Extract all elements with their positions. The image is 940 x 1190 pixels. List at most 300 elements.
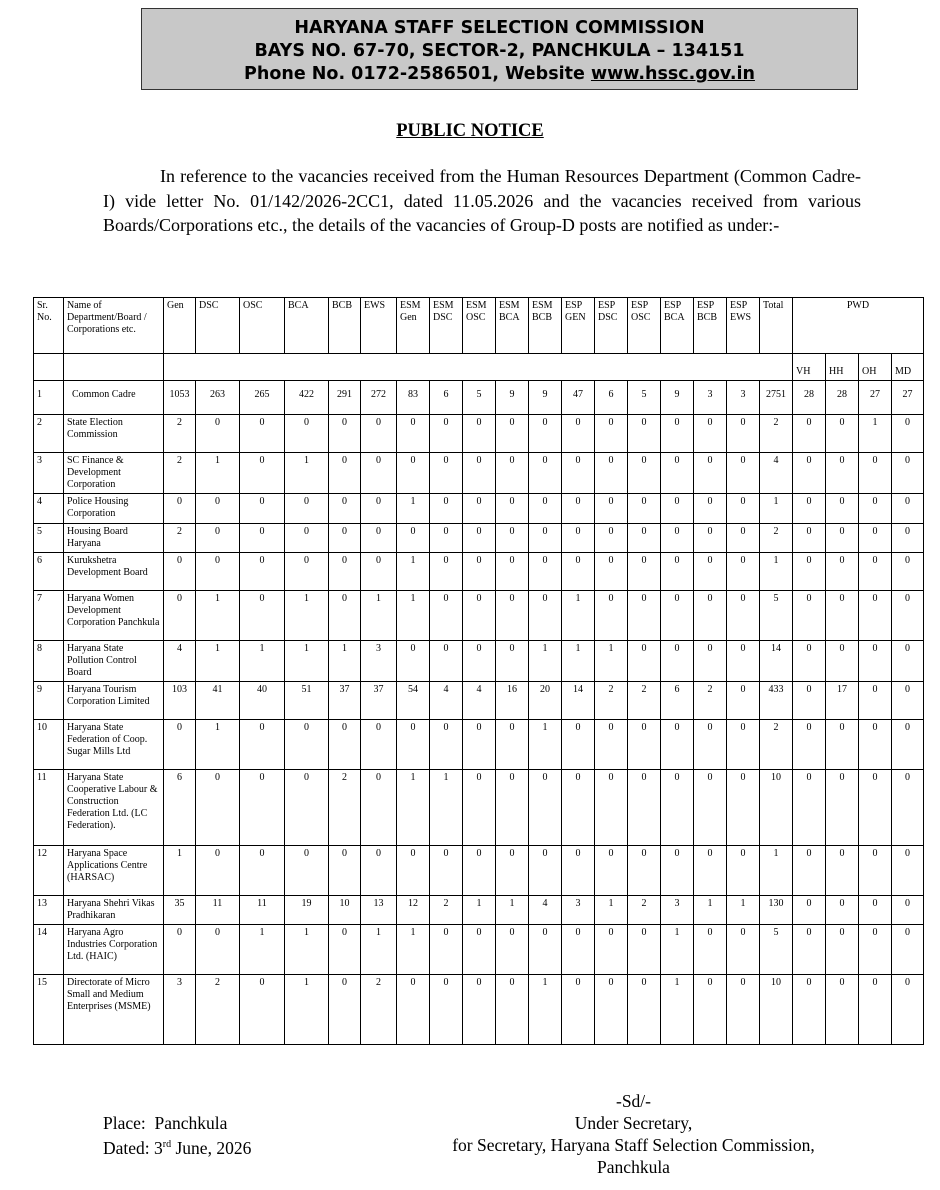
vacancy-value-cell: 4 [760, 453, 793, 494]
serial-number-cell: 6 [34, 553, 64, 591]
vacancy-value-cell: 0 [661, 494, 694, 524]
vacancy-value-cell: 0 [562, 415, 595, 453]
department-name-cell: Haryana Space Applications Centre (HARSAC) [64, 846, 164, 896]
department-name-cell: Police Housing Corporation [64, 494, 164, 524]
vacancy-value-cell: 0 [859, 641, 892, 682]
vacancy-value-cell: 0 [562, 925, 595, 975]
vacancy-value-cell: 0 [727, 770, 760, 846]
vacancy-value-cell: 0 [661, 720, 694, 770]
vacancy-value-cell: 0 [196, 494, 240, 524]
vacancy-value-cell: 0 [361, 553, 397, 591]
vacancy-value-cell: 0 [329, 494, 361, 524]
vacancy-value-cell: 1 [285, 975, 329, 1045]
vacancy-value-cell: 0 [285, 553, 329, 591]
vacancy-value-cell: 1 [727, 896, 760, 925]
vacancy-value-cell: 1 [397, 494, 430, 524]
vacancy-value-cell: 0 [628, 641, 661, 682]
vacancy-value-cell: 0 [826, 846, 859, 896]
column-header: EWS [361, 298, 397, 354]
vacancy-value-cell: 0 [562, 770, 595, 846]
vacancy-value-cell: 0 [240, 415, 285, 453]
date-line [103, 1134, 251, 1159]
vacancy-value-cell: 0 [529, 453, 562, 494]
vacancy-value-cell: 0 [430, 415, 463, 453]
table-row [34, 641, 924, 682]
vacancy-value-cell: 0 [694, 641, 727, 682]
place-date-block [103, 1112, 251, 1159]
vacancy-value-cell: 0 [826, 720, 859, 770]
vacancy-value-cell: 0 [361, 846, 397, 896]
date-day: 3 [154, 1137, 163, 1158]
vacancy-value-cell: 0 [595, 453, 628, 494]
vacancy-value-cell: 0 [727, 925, 760, 975]
department-name-cell: State Election Commission [64, 415, 164, 453]
vacancy-value-cell: 0 [727, 415, 760, 453]
vacancy-value-cell: 0 [285, 524, 329, 553]
vacancy-value-cell: 0 [562, 846, 595, 896]
vacancy-value-cell: 0 [463, 641, 496, 682]
vacancy-value-cell: 0 [859, 494, 892, 524]
vacancy-value-cell: 0 [727, 682, 760, 720]
vacancy-value-cell: 0 [496, 720, 529, 770]
vacancy-value-cell: 9 [661, 381, 694, 415]
vacancy-value-cell: 0 [628, 770, 661, 846]
vacancy-value-cell: 0 [793, 453, 826, 494]
vacancy-value-cell: 0 [892, 720, 924, 770]
vacancy-value-cell: 5 [760, 925, 793, 975]
vacancy-value-cell: 0 [329, 553, 361, 591]
serial-number-cell: 5 [34, 524, 64, 553]
vacancy-value-cell: 0 [329, 925, 361, 975]
vacancy-value-cell: 0 [892, 494, 924, 524]
vacancy-value-cell: 0 [727, 524, 760, 553]
vacancy-value-cell: 2 [164, 453, 196, 494]
vacancy-value-cell: 0 [240, 453, 285, 494]
vacancy-value-cell: 0 [793, 553, 826, 591]
vacancy-value-cell: 0 [463, 415, 496, 453]
vacancy-value-cell: 1 [760, 494, 793, 524]
vacancy-value-cell: 0 [628, 415, 661, 453]
vacancy-value-cell: 1 [529, 641, 562, 682]
vacancy-value-cell: 0 [496, 770, 529, 846]
blank-header-cell [34, 354, 64, 381]
vacancy-value-cell: 0 [397, 720, 430, 770]
vacancy-value-cell: 1053 [164, 381, 196, 415]
serial-number-cell: 14 [34, 925, 64, 975]
department-name-cell: Haryana Shehri Vikas Pradhikaran [64, 896, 164, 925]
vacancy-value-cell: 16 [496, 682, 529, 720]
vacancy-value-cell: 1 [196, 453, 240, 494]
vacancy-value-cell: 0 [595, 553, 628, 591]
vacancy-value-cell: 0 [826, 453, 859, 494]
vacancy-value-cell: 1 [529, 975, 562, 1045]
vacancy-value-cell: 0 [859, 925, 892, 975]
table-row [34, 682, 924, 720]
pwd-header: PWD [793, 298, 924, 354]
serial-number-cell: 2 [34, 415, 64, 453]
column-header: BCA [285, 298, 329, 354]
vacancy-value-cell: 1 [694, 896, 727, 925]
vacancy-value-cell: 10 [760, 975, 793, 1045]
vacancy-value-cell: 0 [628, 925, 661, 975]
column-header: ESM BCA [496, 298, 529, 354]
vacancy-value-cell: 0 [826, 770, 859, 846]
column-header: ESM BCB [529, 298, 562, 354]
vacancy-value-cell: 0 [826, 896, 859, 925]
vacancy-value-cell: 0 [694, 415, 727, 453]
vacancy-value-cell: 0 [329, 975, 361, 1045]
vacancy-value-cell: 0 [164, 720, 196, 770]
vacancy-value-cell: 1 [529, 720, 562, 770]
vacancy-value-cell: 0 [595, 925, 628, 975]
vacancy-value-cell: 2 [760, 524, 793, 553]
vacancy-value-cell: 0 [496, 494, 529, 524]
vacancy-value-cell: 0 [793, 641, 826, 682]
vacancy-value-cell: 0 [164, 494, 196, 524]
vacancy-value-cell: 0 [529, 524, 562, 553]
vacancy-value-cell: 0 [628, 453, 661, 494]
vacancy-value-cell: 0 [463, 846, 496, 896]
vacancy-value-cell: 3 [562, 896, 595, 925]
vacancy-value-cell: 0 [826, 925, 859, 975]
vacancy-value-cell: 263 [196, 381, 240, 415]
vacancy-value-cell: 0 [859, 770, 892, 846]
vacancy-value-cell: 0 [430, 453, 463, 494]
table-row [34, 925, 924, 975]
vacancy-value-cell: 1 [430, 770, 463, 846]
column-header: Total [760, 298, 793, 354]
vacancy-value-cell: 0 [595, 720, 628, 770]
website-link[interactable]: www.hssc.gov.in [590, 64, 755, 84]
vacancy-value-cell: 0 [397, 524, 430, 553]
serial-number-cell: 13 [34, 896, 64, 925]
vacancy-value-cell: 6 [164, 770, 196, 846]
vacancy-value-cell: 2 [361, 975, 397, 1045]
vacancy-value-cell: 0 [892, 925, 924, 975]
vacancy-value-cell: 28 [826, 381, 859, 415]
place-value: Panchkula [154, 1113, 228, 1133]
serial-number-cell: 8 [34, 641, 64, 682]
vacancy-value-cell: 0 [240, 494, 285, 524]
vacancy-value-cell: 1 [285, 591, 329, 641]
vacancy-value-cell: 0 [285, 846, 329, 896]
vacancy-value-cell: 0 [463, 524, 496, 553]
serial-number-cell: 15 [34, 975, 64, 1045]
pwd-subheader: HH [826, 354, 859, 381]
vacancy-value-cell: 1 [397, 553, 430, 591]
vacancy-value-cell: 0 [628, 975, 661, 1045]
table-row [34, 770, 924, 846]
vacancy-value-cell: 0 [562, 975, 595, 1045]
vacancy-value-cell: 0 [529, 925, 562, 975]
vacancy-value-cell: 0 [361, 720, 397, 770]
vacancy-value-cell: 3 [661, 896, 694, 925]
vacancy-value-cell: 6 [661, 682, 694, 720]
commission-header [141, 8, 858, 90]
vacancy-value-cell: 0 [240, 553, 285, 591]
vacancy-value-cell: 0 [793, 524, 826, 553]
vacancy-value-cell: 0 [430, 641, 463, 682]
vacancy-value-cell: 0 [892, 553, 924, 591]
vacancy-value-cell: 0 [240, 720, 285, 770]
column-header: ESP OSC [628, 298, 661, 354]
vacancy-value-cell: 0 [361, 770, 397, 846]
vacancy-value-cell: 2 [430, 896, 463, 925]
vacancy-value-cell: 0 [430, 846, 463, 896]
vacancy-value-cell: 1 [196, 591, 240, 641]
vacancy-value-cell: 0 [285, 494, 329, 524]
vacancy-value-cell: 0 [496, 415, 529, 453]
vacancy-value-cell: 0 [285, 415, 329, 453]
vacancy-value-cell: 19 [285, 896, 329, 925]
vacancy-value-cell: 0 [859, 682, 892, 720]
vacancy-value-cell: 0 [892, 524, 924, 553]
vacancy-value-cell: 0 [826, 975, 859, 1045]
vacancy-value-cell: 4 [529, 896, 562, 925]
signature-block [436, 1090, 831, 1178]
vacancy-value-cell: 1 [760, 553, 793, 591]
vacancy-value-cell: 1 [595, 896, 628, 925]
vacancy-value-cell: 0 [661, 415, 694, 453]
vacancy-value-cell: 0 [562, 494, 595, 524]
vacancy-value-cell: 0 [329, 453, 361, 494]
vacancy-value-cell: 6 [595, 381, 628, 415]
vacancy-value-cell: 0 [430, 975, 463, 1045]
column-header: ESM DSC [430, 298, 463, 354]
vacancy-value-cell: 0 [859, 591, 892, 641]
vacancy-value-cell: 0 [196, 524, 240, 553]
vacancy-value-cell: 0 [430, 591, 463, 641]
vacancy-value-cell: 1 [661, 975, 694, 1045]
blank-header-cell [164, 354, 793, 381]
vacancy-value-cell: 0 [397, 846, 430, 896]
vacancy-value-cell: 0 [463, 553, 496, 591]
vacancy-value-cell: 0 [859, 896, 892, 925]
pwd-subheader: VH [793, 354, 826, 381]
vacancy-value-cell: 0 [628, 720, 661, 770]
department-name-cell: SC Finance & Development Corporation [64, 453, 164, 494]
vacancy-value-cell: 0 [793, 770, 826, 846]
vacancy-value-cell: 0 [892, 896, 924, 925]
vacancy-value-cell: 2 [760, 415, 793, 453]
vacancy-value-cell: 0 [793, 896, 826, 925]
vacancy-value-cell: 0 [892, 591, 924, 641]
vacancy-value-cell: 0 [496, 524, 529, 553]
vacancy-value-cell: 51 [285, 682, 329, 720]
vacancy-value-cell: 0 [240, 975, 285, 1045]
department-name-cell: Haryana Agro Industries Corporation Ltd. (HAIC) [64, 925, 164, 975]
vacancy-value-cell: 0 [329, 415, 361, 453]
commission-name: HARYANA STAFF SELECTION COMMISSION [294, 18, 705, 38]
vacancy-value-cell: 0 [694, 591, 727, 641]
vacancy-value-cell: 272 [361, 381, 397, 415]
vacancy-value-cell: 0 [727, 553, 760, 591]
column-header: ESP BCB [694, 298, 727, 354]
vacancy-value-cell: 0 [529, 846, 562, 896]
serial-number-cell: 10 [34, 720, 64, 770]
vacancy-value-cell: 0 [430, 553, 463, 591]
vacancy-value-cell: 2 [196, 975, 240, 1045]
vacancy-value-cell: 0 [727, 720, 760, 770]
phone-text: Phone No. 0172-2586501, Website [244, 64, 591, 84]
table-row [34, 524, 924, 553]
vacancy-value-cell: 433 [760, 682, 793, 720]
vacancy-value-cell: 17 [826, 682, 859, 720]
vacancy-value-cell: 0 [463, 494, 496, 524]
vacancy-value-cell: 0 [329, 524, 361, 553]
vacancy-value-cell: 1 [463, 896, 496, 925]
signatory-city: Panchkula [597, 1157, 670, 1177]
vacancy-value-cell: 422 [285, 381, 329, 415]
vacancy-value-cell: 0 [859, 553, 892, 591]
signed-mark: -Sd/- [616, 1091, 651, 1111]
vacancy-value-cell: 1 [562, 591, 595, 641]
column-header: ESP EWS [727, 298, 760, 354]
vacancy-value-cell: 1 [196, 641, 240, 682]
vacancy-value-cell: 2751 [760, 381, 793, 415]
vacancy-value-cell: 0 [595, 494, 628, 524]
vacancy-value-cell: 0 [793, 591, 826, 641]
vacancy-value-cell: 0 [496, 591, 529, 641]
vacancy-value-cell: 0 [562, 524, 595, 553]
vacancy-value-cell: 1 [595, 641, 628, 682]
vacancy-value-cell: 0 [196, 925, 240, 975]
vacancy-value-cell: 0 [562, 453, 595, 494]
column-header: BCB [329, 298, 361, 354]
vacancy-value-cell: 11 [196, 896, 240, 925]
vacancy-value-cell: 9 [496, 381, 529, 415]
column-header: Sr. No. [34, 298, 64, 354]
vacancy-value-cell: 0 [164, 553, 196, 591]
vacancy-value-cell: 0 [727, 591, 760, 641]
vacancy-value-cell: 1 [760, 846, 793, 896]
vacancy-value-cell: 3 [694, 381, 727, 415]
vacancy-value-cell: 0 [463, 925, 496, 975]
vacancy-value-cell: 0 [859, 975, 892, 1045]
vacancy-value-cell: 0 [240, 591, 285, 641]
column-header: ESP GEN [562, 298, 595, 354]
vacancy-value-cell: 4 [430, 682, 463, 720]
vacancy-value-cell: 0 [727, 846, 760, 896]
vacancy-value-cell: 5 [463, 381, 496, 415]
vacancy-value-cell: 0 [285, 720, 329, 770]
vacancy-value-cell: 0 [628, 553, 661, 591]
vacancy-value-cell: 0 [793, 494, 826, 524]
vacancy-value-cell: 0 [826, 641, 859, 682]
vacancy-value-cell: 0 [694, 453, 727, 494]
vacancy-value-cell: 0 [694, 770, 727, 846]
vacancy-value-cell: 0 [196, 553, 240, 591]
table-row [34, 381, 924, 415]
vacancy-value-cell: 0 [397, 641, 430, 682]
vacancy-value-cell: 37 [329, 682, 361, 720]
vacancy-value-cell: 0 [595, 591, 628, 641]
serial-number-cell: 11 [34, 770, 64, 846]
vacancy-value-cell: 103 [164, 682, 196, 720]
vacancy-value-cell: 0 [661, 591, 694, 641]
vacancy-value-cell: 0 [727, 494, 760, 524]
vacancy-value-cell: 1 [361, 591, 397, 641]
vacancy-value-cell: 0 [694, 524, 727, 553]
vacancy-value-cell: 0 [329, 846, 361, 896]
vacancy-value-cell: 0 [892, 415, 924, 453]
vacancy-value-cell: 1 [196, 720, 240, 770]
serial-number-cell: 9 [34, 682, 64, 720]
vacancy-table [33, 297, 924, 1045]
vacancy-value-cell: 0 [694, 846, 727, 896]
column-header: ESP DSC [595, 298, 628, 354]
vacancy-value-cell: 0 [361, 524, 397, 553]
vacancy-value-cell: 0 [826, 494, 859, 524]
vacancy-value-cell: 2 [164, 524, 196, 553]
vacancy-value-cell: 0 [628, 494, 661, 524]
vacancy-value-cell: 11 [240, 896, 285, 925]
signatory-designation: Under Secretary, [574, 1113, 693, 1133]
vacancy-value-cell: 0 [694, 975, 727, 1045]
vacancy-value-cell: 0 [826, 553, 859, 591]
column-header: OSC [240, 298, 285, 354]
vacancy-value-cell: 2 [595, 682, 628, 720]
vacancy-value-cell: 1 [397, 591, 430, 641]
vacancy-value-cell: 2 [760, 720, 793, 770]
notice-title: PUBLIC NOTICE [396, 121, 544, 141]
vacancy-value-cell: 0 [430, 524, 463, 553]
vacancy-value-cell: 1 [240, 925, 285, 975]
vacancy-value-cell: 37 [361, 682, 397, 720]
vacancy-value-cell: 0 [595, 524, 628, 553]
vacancy-value-cell: 0 [164, 925, 196, 975]
vacancy-value-cell: 0 [496, 846, 529, 896]
vacancy-value-cell: 13 [361, 896, 397, 925]
vacancy-value-cell: 3 [727, 381, 760, 415]
vacancy-value-cell: 0 [793, 720, 826, 770]
vacancy-value-cell: 0 [240, 770, 285, 846]
vacancy-value-cell: 1 [496, 896, 529, 925]
vacancy-value-cell: 0 [529, 494, 562, 524]
vacancy-value-cell: 0 [430, 925, 463, 975]
vacancy-value-cell: 1 [859, 415, 892, 453]
vacancy-value-cell: 130 [760, 896, 793, 925]
department-name-cell: Kurukshetra Development Board [64, 553, 164, 591]
vacancy-value-cell: 83 [397, 381, 430, 415]
vacancy-value-cell: 47 [562, 381, 595, 415]
date-rest: June, 2026 [175, 1137, 252, 1158]
vacancy-value-cell: 0 [164, 591, 196, 641]
column-header: Name of Department/Board / Corporations etc. [64, 298, 164, 354]
vacancy-value-cell: 1 [329, 641, 361, 682]
vacancy-value-cell: 1 [285, 453, 329, 494]
vacancy-value-cell: 0 [793, 415, 826, 453]
vacancy-value-cell: 0 [285, 770, 329, 846]
vacancy-value-cell: 0 [727, 641, 760, 682]
date-label: Dated: [103, 1137, 150, 1158]
vacancy-value-cell: 14 [760, 641, 793, 682]
vacancy-value-cell: 0 [859, 720, 892, 770]
place-line [103, 1112, 251, 1134]
vacancy-value-cell: 14 [562, 682, 595, 720]
serial-number-cell: 7 [34, 591, 64, 641]
vacancy-value-cell: 0 [361, 494, 397, 524]
vacancy-value-cell: 0 [529, 770, 562, 846]
vacancy-value-cell: 0 [661, 770, 694, 846]
vacancy-value-cell: 0 [595, 770, 628, 846]
blank-header-cell [64, 354, 164, 381]
vacancy-value-cell: 0 [595, 975, 628, 1045]
vacancy-value-cell: 0 [463, 770, 496, 846]
vacancy-value-cell: 0 [397, 415, 430, 453]
column-header: ESM Gen [397, 298, 430, 354]
vacancy-value-cell: 1 [562, 641, 595, 682]
